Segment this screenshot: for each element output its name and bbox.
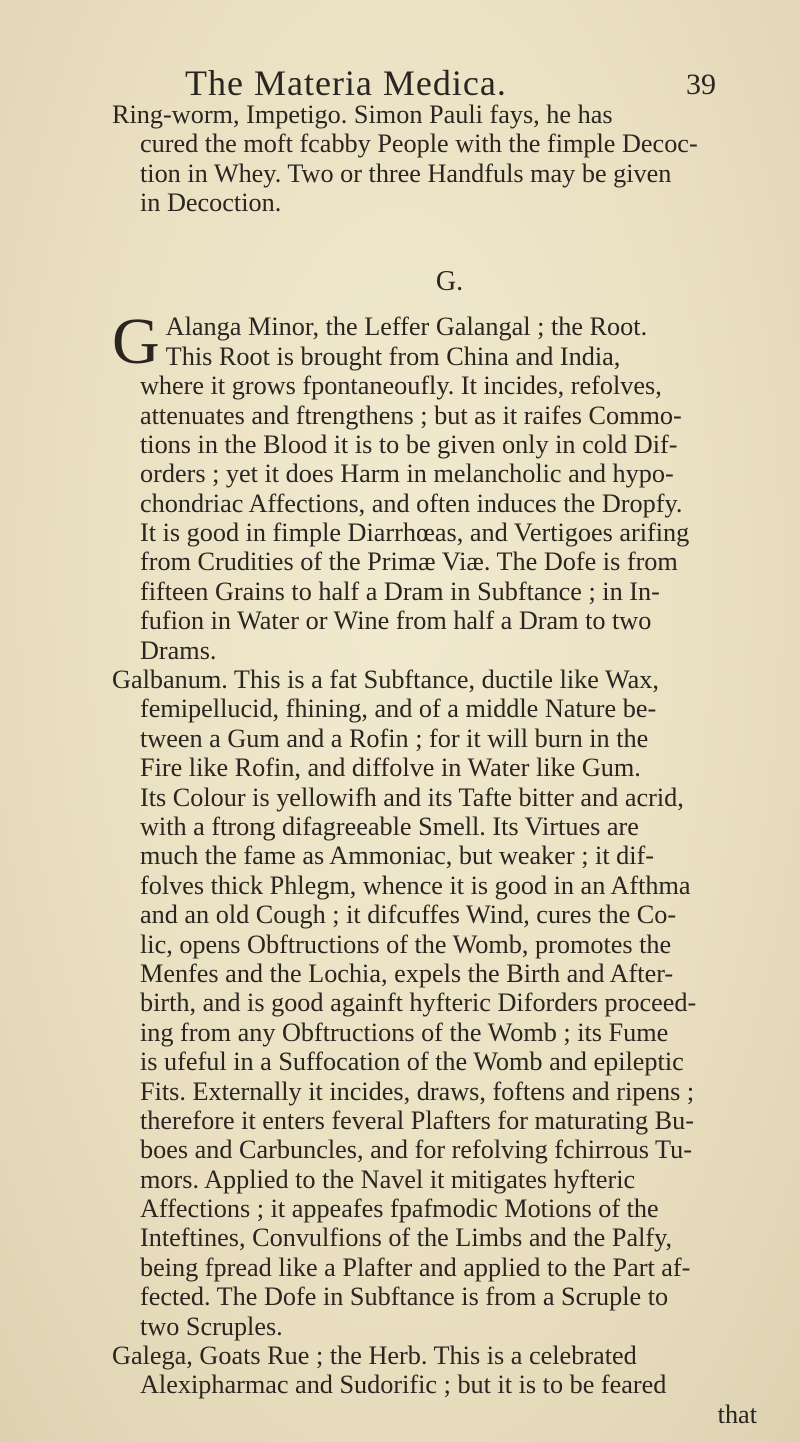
text-line: chondriac Affections, and often induces the Dropfy. xyxy=(140,488,683,518)
text-line: Fire like Rofin, and diffolve in Water like Gum. xyxy=(140,753,641,783)
text-line: two Scruples. xyxy=(140,1311,283,1341)
text-line: femipellucid, fhining, and of a middle Nature be- xyxy=(140,694,657,724)
text-line: fected. The Dofe in Subftance is from a Scruple to xyxy=(140,1282,669,1312)
text-line: cured the moft fcabby People with the fimple Decoc- xyxy=(140,129,698,159)
text-line: fufion in Water or Wine from half a Dram to two xyxy=(140,606,652,636)
text-line: tions in the Blood it is to be given only in cold Dif- xyxy=(140,429,678,459)
text-line: boes and Carbuncles, and for refolving fchirrous Tu- xyxy=(140,1135,692,1165)
text-line: lic, opens Obftructions of the Womb, promotes the xyxy=(140,929,672,959)
text-line: is ufeful in a Suffocation of the Womb and epileptic xyxy=(140,1047,684,1077)
text-line: mors. Applied to the Navel it mitigates hyfteric xyxy=(140,1164,636,1194)
entry-galbanum xyxy=(112,665,757,1341)
text-line: Drams. xyxy=(140,635,217,665)
text-line: attenuates and ftrengthens ; but as it raifes Commo- xyxy=(140,400,682,430)
text-line: Affections ; it appeafes fpafmodic Motions of the xyxy=(140,1194,659,1224)
text-line: orders ; yet it does Harm in melancholic and hypo- xyxy=(140,459,674,489)
text-line: where it grows fpontaneoufly. It incides, refolves, xyxy=(140,371,662,401)
drop-cap: G xyxy=(112,305,160,379)
text-line: being fpread like a Plafter and applied to the Part af- xyxy=(140,1252,691,1282)
text-line: from Crudities of the Primæ Viæ. The Dofe is from xyxy=(140,547,678,577)
text-line: Fits. Externally it incides, draws, foftens and ripens ; xyxy=(140,1076,695,1106)
text-line: Inteftines, Convulfions of the Limbs and the Palfy, xyxy=(140,1223,673,1253)
text-line: This Root is brought from China and India, xyxy=(165,341,621,371)
body-text xyxy=(112,100,757,1429)
section-letter: G. xyxy=(435,265,464,297)
text-line: birth, and is good againft hyfteric Diforders proceed- xyxy=(140,988,697,1018)
text-line: Ring-worm, Impetigo. Simon Pauli fays, he has xyxy=(112,100,613,129)
text-line: Galbanum. This is a fat Subftance, ductile like Wax, xyxy=(112,665,659,695)
text-line: Galega, Goats Rue ; the Herb. This is a celebrated xyxy=(112,1341,637,1371)
text-line: tion in Whey. Two or three Handfuls may be given xyxy=(140,158,672,188)
text-line: therefore it enters feveral Plafters for maturating Bu- xyxy=(140,1105,694,1135)
text-line: Alexipharmac and Sudorific ; but it is to be feared xyxy=(140,1370,667,1400)
page-number: 39 xyxy=(686,68,716,101)
entry-galega xyxy=(112,1341,757,1429)
entry-galanga xyxy=(112,305,757,665)
running-title: The Materia Medica. xyxy=(185,63,507,103)
text-line: in Decoction. xyxy=(140,188,282,218)
text-line: Menfes and the Lochia, expels the Birth and After- xyxy=(140,958,674,988)
text-line: much the fame as Ammoniac, but weaker ; it dif- xyxy=(140,841,655,871)
text-line: fifteen Grains to half a Dram in Subftance ; in In- xyxy=(140,576,660,606)
text-line: ing from any Obftructions of the Womb ; its Fume xyxy=(140,1017,669,1047)
text-line: and an old Cough ; it difcuffes Wind, cures the Co- xyxy=(140,900,677,930)
intro-paragraph xyxy=(112,100,757,218)
text-line: Its Colour is yellowifh and its Tafte bitter and acrid, xyxy=(140,782,684,812)
text-line: tween a Gum and a Rofin ; for it will burn in the xyxy=(140,723,649,753)
text-line: Alanga Minor, the Leffer Galangal ; the Root. xyxy=(165,312,648,342)
text-line: It is good in fimple Diarrhœas, and Vertigoes arifing xyxy=(140,518,690,548)
text-line: with a ftrong difagreeable Smell. Its Virtues are xyxy=(140,811,639,841)
text-line: folves thick Phlegm, whence it is good in an Afthma xyxy=(140,870,691,900)
catchword: that xyxy=(717,1399,757,1429)
